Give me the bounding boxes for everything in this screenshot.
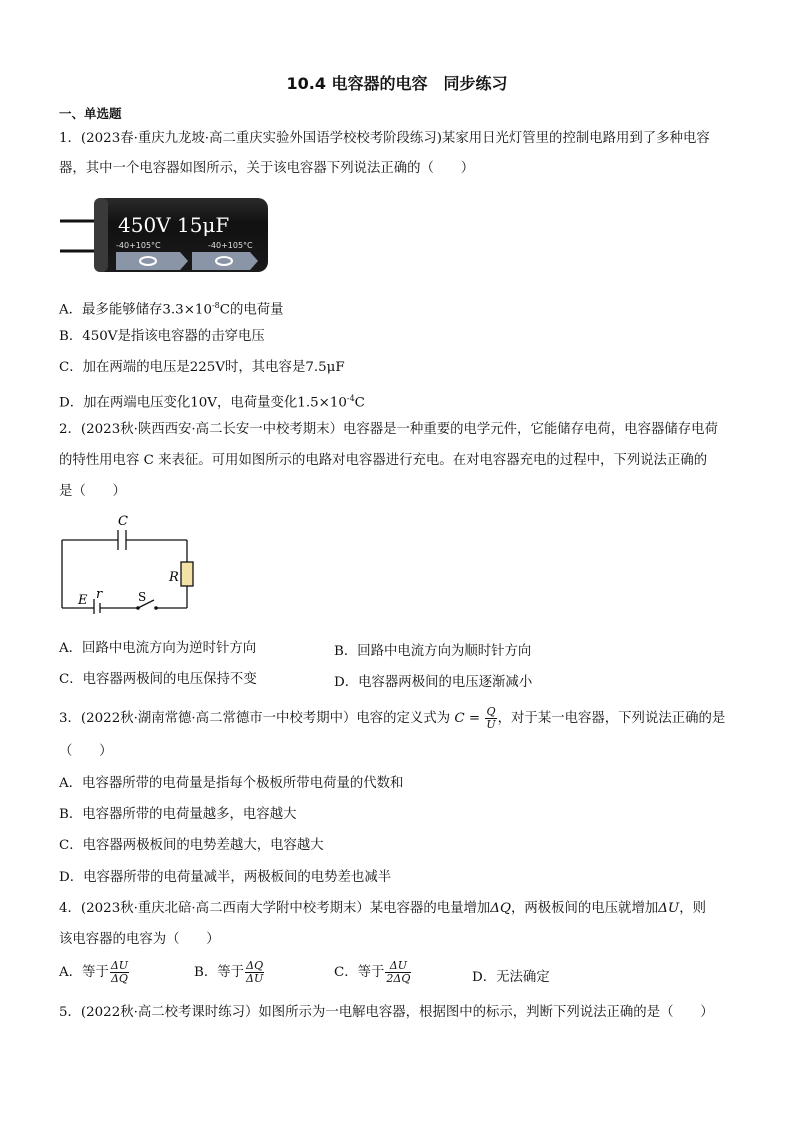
q3-option-c: C．电容器两极板间的电势差越大，电容越大 [59,838,324,853]
q4-option-c-pre: C．等于 [334,965,385,980]
capacitor-image [60,196,270,276]
q3-stem-pre: 3．(2022秋·湖南常德·高二常德市一中校考期中）电容的定义式为 [59,711,451,726]
q2-stem-line2: 的特性用电容 C 来表征。可用如图所示的电路对电容器进行充电。在对电容器充电的过程中，下列说法正确的 [59,453,708,468]
q4-stem-line2: 该电容器的电容为（ ） [59,932,220,947]
capacitor-temp-label-2: -40+105°C [208,241,253,250]
q4-option-a-pre: A．等于 [59,965,109,980]
q3-stem-post: ，对于某一电容器，下列说法正确的是 [497,711,726,726]
q1-option-d [59,390,365,412]
section-heading: 一、单选题 [59,106,122,121]
label-emf-e: E [78,593,88,608]
q2-stem-line3: 是（ ） [59,484,126,499]
capacitor-rating-label: 450V 15μF [118,213,230,237]
q2-option-a: A．回路中电流方向为逆时针方向 [59,641,257,656]
q2-option-b: B．回路中电流方向为顺时针方向 [334,644,532,659]
q2-option-d: D．电容器两极间的电压逐渐减小 [334,675,533,690]
q2-option-c: C．电容器两极间的电压保持不变 [59,672,257,687]
q4-option-a-numerator: ΔU [110,959,129,972]
q3-option-d: D．电容器所带的电荷量减半，两极板间的电势差也减半 [59,870,392,885]
q3-stem-line1 [59,706,725,731]
q3-formula-numerator: Q [486,705,496,718]
capacitor-temp-label-1: -40+105°C [116,241,161,250]
q5-stem: 5．(2022秋·高二校考课时练习）如图所示为一电解电容器，根据图中的标示，判断下列说法正确的是（ ） [59,1005,714,1020]
rc-circuit-diagram [56,510,202,614]
q2-stem-line1: 2．(2023秋·陕西西安·高二长安一中校考期末）电容器是一种重要的电学元件，它能储存电荷，电容器储存电荷 [59,422,718,437]
q4-option-d: D．无法确定 [472,970,550,985]
q4-option-c [334,960,412,985]
q1-option-a-post: C的电荷量 [219,302,284,318]
q4-option-a-denominator: ΔQ [110,972,128,985]
q4-stem-pre: 4．(2023秋·重庆北碚·高二西南大学附中校考期末）某电容器的电量增加 [59,901,491,916]
q1-stem-line2: 器，其中一个电容器如图所示，关于该电容器下列说法正确的（ ） [59,161,475,176]
q4-option-b-fraction [245,960,264,985]
q4-option-b [194,960,265,985]
q4-stem-line1 [59,900,706,918]
q3-formula-fraction [485,706,496,731]
q1-option-a-value: 3.3×10 [162,302,212,318]
label-switch-s: S [138,590,147,604]
q4-option-c-denominator: 2ΔQ [386,972,411,985]
q4-option-b-numerator: ΔQ [246,959,264,972]
q4-delta-u: ΔU [658,901,680,916]
q3-formula-denominator: U [486,718,496,731]
page-title: 10.4 电容器的电容 同步练习 [286,74,508,93]
q3-option-b: B．电容器所带的电荷量越多，电容越大 [59,807,297,822]
q3-option-a: A．电容器所带的电荷量是指每个极板所带电荷量的代数和 [59,776,404,791]
q4-stem-post: ，则 [679,901,706,916]
resistor-symbol [181,562,193,586]
q4-stem-mid: ，两极板间的电压就增加 [510,901,659,916]
q1-option-a-exponent: -8 [211,301,220,310]
q1-option-c: C．加在两端的电压是225V时，其电容是7.5μF [59,360,345,375]
q1-option-a [59,297,284,319]
q4-option-b-pre: B．等于 [194,965,245,980]
q1-stem-line1: 1．(2023春·重庆九龙坡·高二重庆实验外国语学校校考阶段练习)某家用日光灯管里的控制电路用到了多种电容 [59,131,710,146]
label-resistor-r: R [169,570,179,585]
q1-option-d-pre: D．加在两端电压变化10V，电荷量变化1.5×10 [59,395,347,411]
q1-option-b: B．450V是指该电容器的击穿电压 [59,329,265,344]
q1-option-d-exponent: -4 [346,394,355,403]
label-internal-r: r [96,587,103,602]
q4-option-c-fraction [385,960,411,985]
q1-option-d-post: C [354,395,365,411]
q4-delta-q: ΔQ [490,901,511,916]
q3-formula-lhs: C = [454,711,481,726]
q4-option-c-numerator: ΔU [385,960,411,973]
q4-option-a [59,960,130,985]
q1-option-a-pre: A．最多能够储存 [59,302,163,318]
q4-option-b-denominator: ΔU [246,972,264,985]
q4-option-a-fraction [110,960,129,985]
label-capacitor-c: C [118,514,128,529]
q3-stem-line2: （ ） [59,744,113,759]
